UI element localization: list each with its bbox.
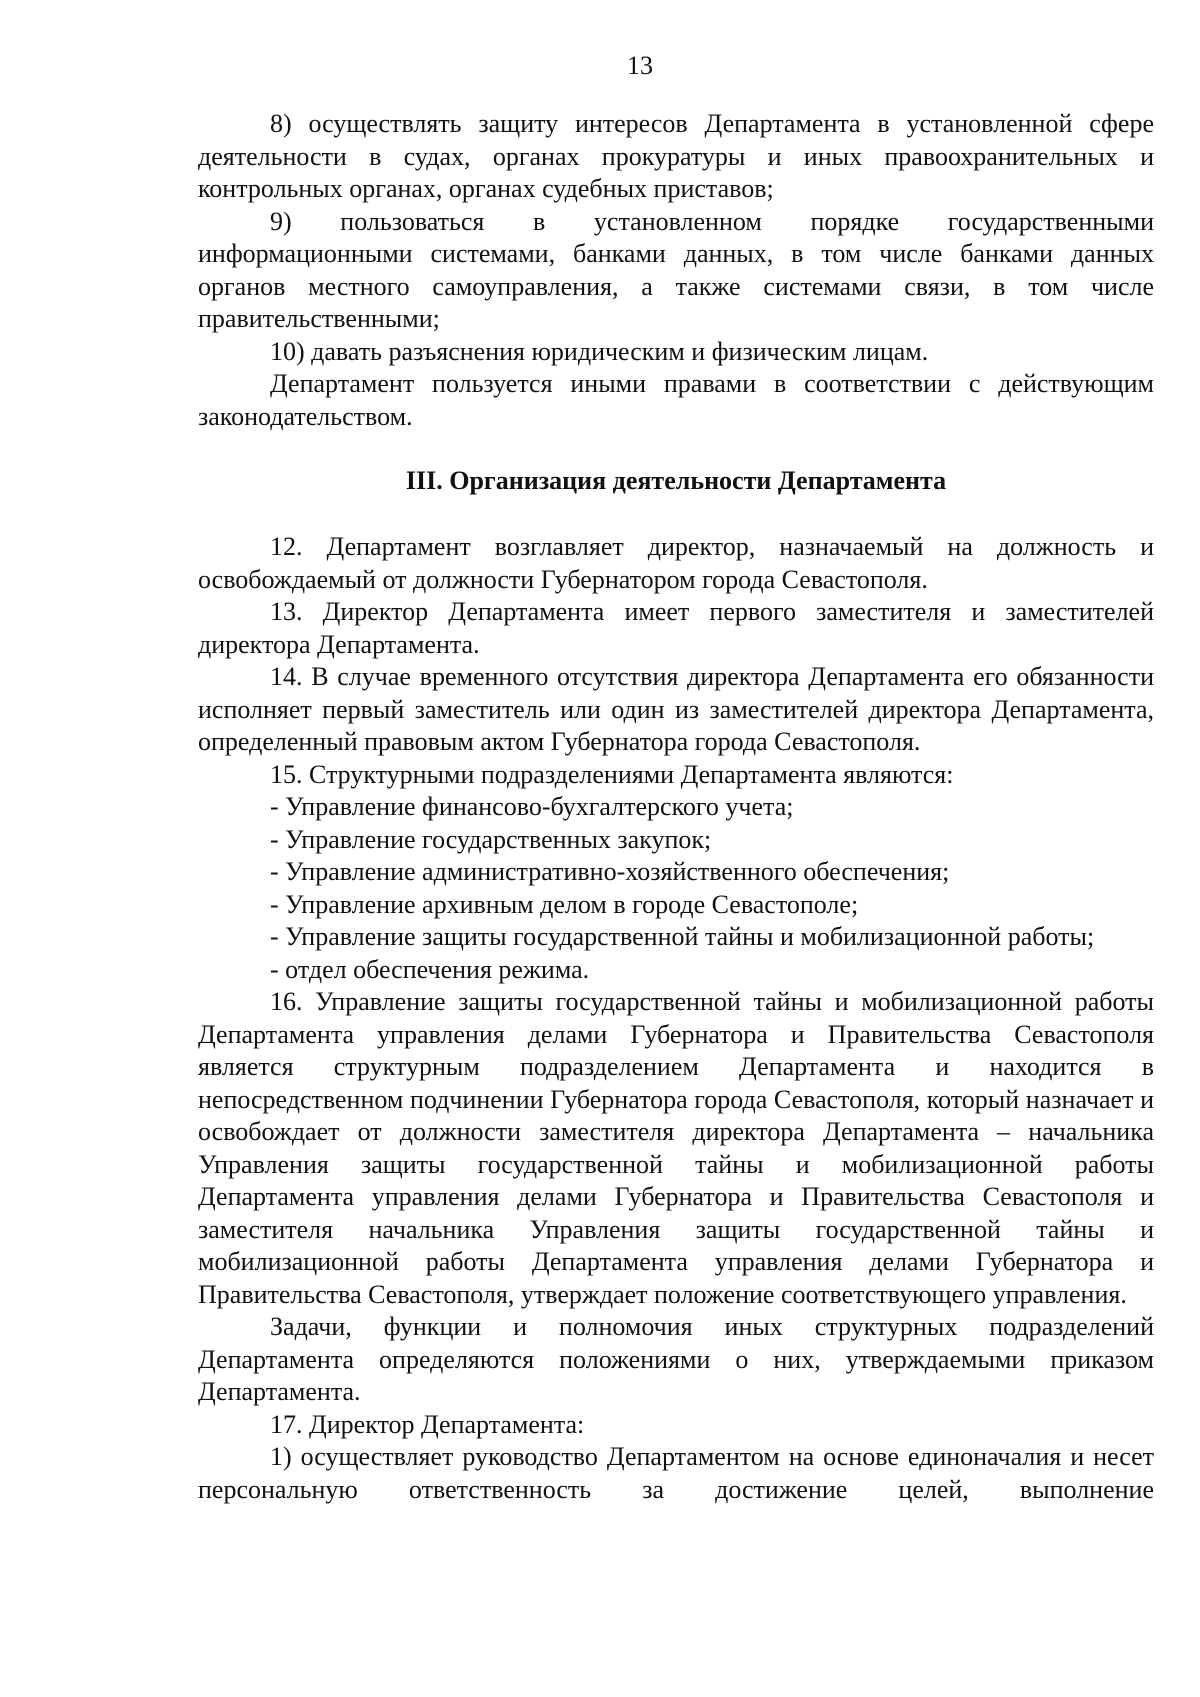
- paragraph-14: 14. В случае временного отсутствия директора Департамента его обязанности исполняет первый заместитель или один из заместителей директора Департамента, определенный правовым актом Губернатора города Севастополя.: [198, 662, 1154, 756]
- list-item-finance: - Управление финансово-бухгалтерского учета;: [270, 792, 794, 821]
- paragraph-tasks: Задачи, функции и полномочия иных структурных подразделений Департамента определяются положениями о них, утверждаемыми приказом Департамента.: [198, 1312, 1154, 1406]
- list-item-archive: - Управление архивным делом в городе Севастополе;: [270, 889, 859, 919]
- list-item-regime: - отдел обеспечения режима.: [270, 954, 590, 984]
- page-number: 13: [627, 51, 653, 80]
- list-item-procurement: - Управление государственных закупок;: [270, 824, 712, 854]
- paragraph-17-item-1: 1) осуществляет руководство Департаментом на основе единоначалия и несет персональную ответственность за достижение целей, выполнение: [198, 1442, 1154, 1504]
- document-body: [198, 108, 1154, 1506]
- paragraph-item-9: 9) пользоваться в установленном порядке государственными информационными системами, банками данных, в том числе банками данных органов местного самоуправления, а также системами связи, в том числе правительственными;: [198, 206, 1154, 333]
- paragraph-13: 13. Директор Департамента имеет первого заместителя и заместителей директора Департамента.: [198, 597, 1154, 659]
- paragraph-12: 12. Департамент возглавляет директор, назначаемый на должность и освобождаемый от должности Губернатором города Севастополя.: [198, 532, 1154, 594]
- paragraph-item-8: 8) осуществлять защиту интересов Департамента в установленной сфере деятельности в судах, органах прокуратуры и иных правоохранительных и контрольных органах, органах судебных приставов;: [198, 109, 1154, 203]
- paragraph-rights: Департамент пользуется иными правами в соответствии с действующим законодательством.: [198, 369, 1154, 431]
- paragraph-17: 17. Директор Департамента:: [270, 1409, 585, 1439]
- paragraph-16: 16. Управление защиты государственной тайны и мобилизационной работы Департамента управления делами Губернатора и Правительства Севастополя является структурным подразделением Департамента и находится в непосредственном подчинении Губернатора города Севастополя, который назначает и освобождает от должности заместителя директора Департамента – начальника Управления защиты государственной тайны и мобилизационной работы Департамента управления делами Губернатора и Правительства Севастополя и заместителя начальника Управления защиты государственной тайны и мобилизационной работы Департамента управления делами Губернатора и Правительства Севастополя, утверждает положение соответствующего управления.: [198, 987, 1154, 1309]
- list-item-secrecy: - Управление защиты государственной тайны и мобилизационной работы;: [270, 922, 1095, 951]
- section-heading: III. Организация деятельности Департамента: [405, 466, 947, 495]
- paragraph-15: 15. Структурными подразделениями Департамента являются:: [270, 759, 954, 789]
- paragraph-item-10: 10) давать разъяснения юридическим и физическим лицам.: [270, 336, 929, 366]
- list-item-administration: - Управление административно-хозяйственного обеспечения;: [270, 857, 950, 886]
